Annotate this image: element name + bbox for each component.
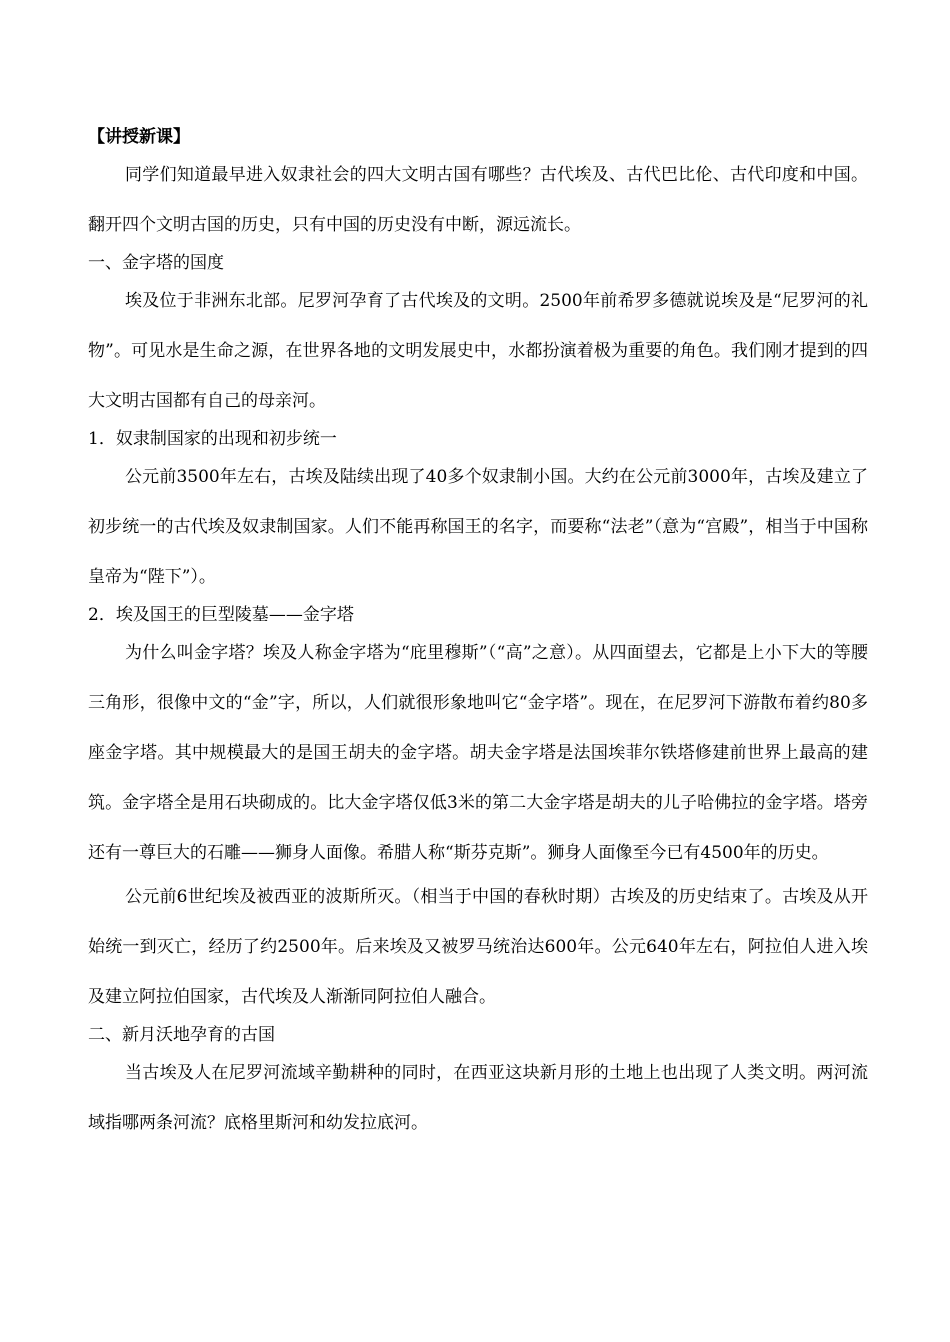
subsection-1-title: 1．奴隶制国家的出现和初步统一 bbox=[88, 429, 337, 449]
subsection-1-paragraph: 公元前3500年左右，古埃及陆续出现了40多个奴隶制小国。大约在公元前3000年，古埃及建立了初步统一的古代埃及奴隶制国家。人们不能再称国王的名字，而要称“法老”（意为“宫殿”，相当于中国称皇帝为“陛下”）。 bbox=[88, 467, 868, 587]
section-1-paragraph: 埃及位于非洲东北部。尼罗河孕育了古代埃及的文明。2500年前希罗多德就说埃及是“尼罗河的礼物”。可见水是生命之源，在世界各地的文明发展史中，水都扮演着极为重要的角色。我们刚才提到的四大文明古国都有自己的母亲河。 bbox=[88, 291, 868, 411]
subsection-2-title: 2．埃及国王的巨型陵墓——金字塔 bbox=[88, 605, 354, 625]
section-1-title: 一、金字塔的国度 bbox=[88, 253, 224, 273]
lesson-heading: 【讲授新课】 bbox=[88, 127, 190, 147]
subsection-2-paragraph-2: 公元前6世纪埃及被西亚的波斯所灭。（相当于中国的春秋时期）古埃及的历史结束了。古埃及从开始统一到灭亡，经历了约2500年。后来埃及又被罗马统治达600年。公元640年左右，阿拉伯人进入埃及建立阿拉伯国家，古代埃及人渐渐同阿拉伯人融合。 bbox=[88, 887, 868, 1007]
section-2-title: 二、新月沃地孕育的古国 bbox=[88, 1025, 275, 1045]
intro-paragraph: 同学们知道最早进入奴隶社会的四大文明古国有哪些？古代埃及、古代巴比伦、古代印度和中国。翻开四个文明古国的历史，只有中国的历史没有中断，源远流长。 bbox=[88, 165, 868, 235]
document-page bbox=[88, 118, 868, 1142]
subsection-2-paragraph-1: 为什么叫金字塔？埃及人称金字塔为“庇里穆斯”（“高”之意）。从四面望去，它都是上小下大的等腰三角形，很像中文的“金”字，所以，人们就很形象地叫它“金字塔”。现在，在尼罗河下游散布着约80多座金字塔。其中规模最大的是国王胡夫的金字塔。胡夫金字塔是法国埃菲尔铁塔修建前世界上最高的建筑。金字塔全是用石块砌成的。比大金字塔仅低3米的第二大金字塔是胡夫的儿子哈佛拉的金字塔。塔旁还有一尊巨大的石雕——狮身人面像。希腊人称“斯芬克斯”。狮身人面像至今已有4500年的历史。 bbox=[88, 643, 868, 863]
section-2-paragraph: 当古埃及人在尼罗河流域辛勤耕种的同时，在西亚这块新月形的土地上也出现了人类文明。两河流域指哪两条河流？底格里斯河和幼发拉底河。 bbox=[88, 1063, 868, 1133]
